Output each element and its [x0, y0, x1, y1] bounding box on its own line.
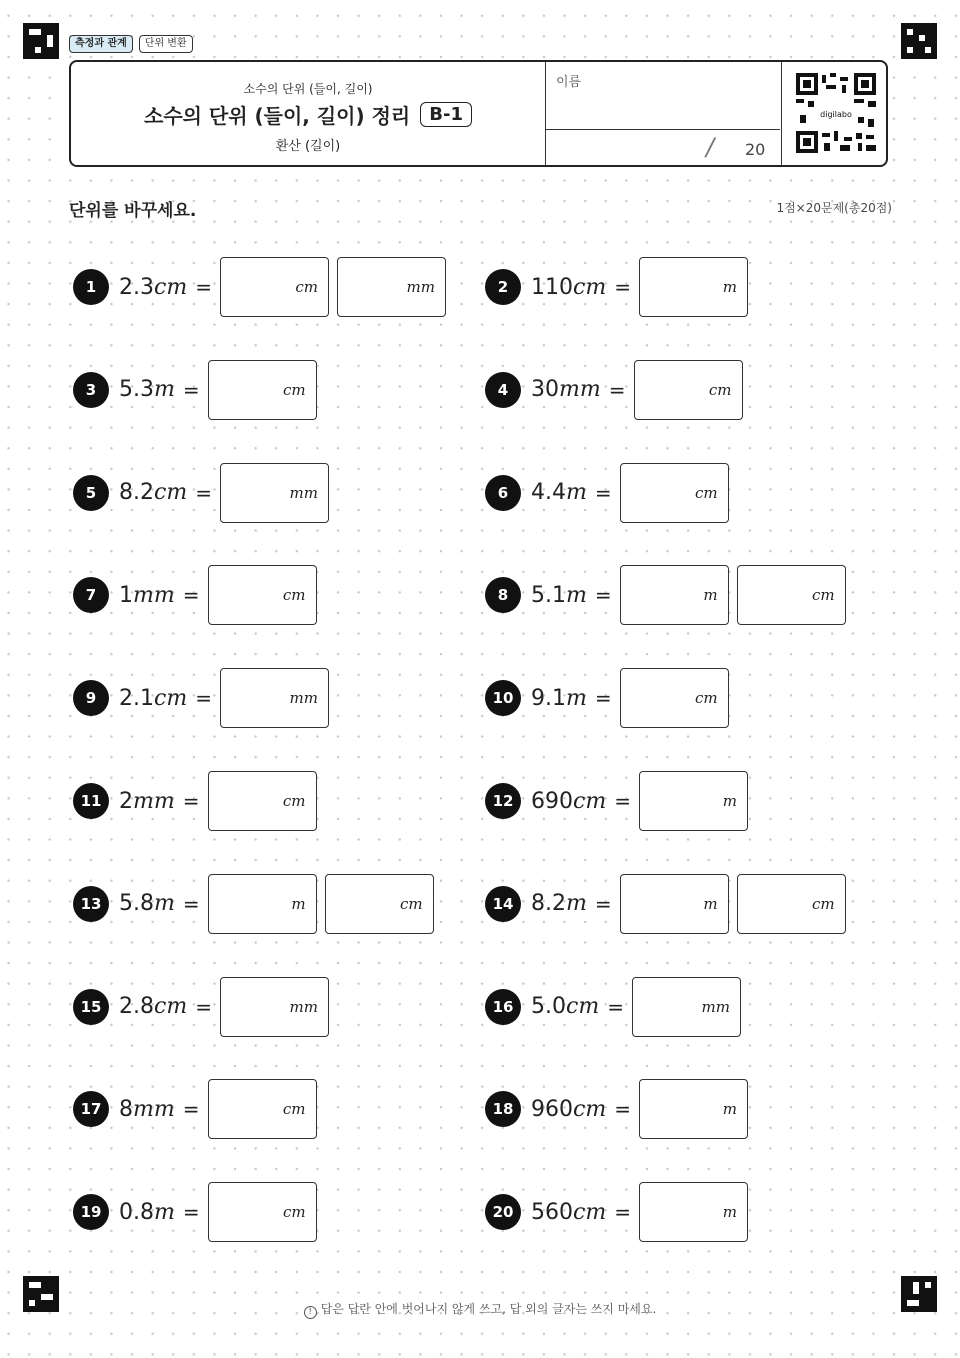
problem-unit: cm	[573, 274, 607, 300]
answer-box[interactable]	[208, 360, 317, 420]
warning-icon: !	[304, 1306, 317, 1319]
answer-unit-label: cm	[708, 380, 732, 399]
answer-box[interactable]	[620, 668, 729, 728]
equals-sign: =	[182, 891, 200, 916]
problem-value: 0.8	[119, 1199, 154, 1225]
answer-unit-label: m	[722, 278, 737, 296]
problem-value: 2	[119, 788, 133, 814]
problem-expression	[119, 891, 175, 916]
answer-unit-label: mm	[289, 997, 318, 1016]
answer-unit-label: m	[722, 1203, 737, 1222]
answer-unit-label: cm	[282, 792, 306, 810]
answer-box[interactable]	[634, 360, 743, 420]
problem-item	[485, 462, 737, 524]
equals-sign: =	[182, 1200, 200, 1225]
worksheet-subtitle: 소수의 단위 (들이, 길이)	[243, 82, 373, 96]
answer-box[interactable]	[639, 771, 748, 831]
answer-box[interactable]	[639, 1182, 748, 1242]
answer-unit-label: cm	[695, 483, 718, 502]
answer-box[interactable]	[208, 874, 317, 934]
problem-value: 8.2	[531, 891, 566, 917]
problem-value: 5.1	[531, 582, 566, 608]
qr-brand-text: digilabo	[820, 110, 852, 119]
problem-item	[73, 564, 325, 626]
problem-unit: cm	[154, 274, 188, 300]
answer-box[interactable]	[208, 1079, 317, 1139]
problem-value: 2.1	[119, 685, 154, 711]
problem-expression	[531, 994, 599, 1019]
problem-unit: m	[566, 891, 587, 917]
equals-sign: =	[614, 789, 631, 813]
problem-unit: m	[154, 1199, 175, 1225]
equals-sign: =	[594, 891, 612, 916]
answer-box[interactable]	[620, 874, 729, 934]
problem-expression	[119, 583, 175, 608]
problem-number: 5	[73, 475, 109, 511]
problem-item	[73, 667, 337, 729]
qr-code-icon	[796, 73, 876, 153]
problem-expression	[119, 686, 187, 711]
score-total: 20	[745, 140, 766, 159]
corner-marker-top-right	[901, 23, 937, 59]
problem-item	[485, 256, 756, 318]
answer-unit-label: cm	[695, 689, 718, 708]
answer-box[interactable]	[337, 257, 446, 317]
problem-expression	[531, 275, 606, 300]
equals-sign: =	[594, 583, 612, 608]
worksheet-title: 소수의 단위 (들이, 길이) 정리	[144, 104, 411, 128]
problem-value: 2.3	[119, 274, 154, 300]
equals-sign: =	[608, 377, 626, 402]
problem-value: 2.8	[119, 994, 154, 1020]
equals-sign: =	[614, 1097, 631, 1122]
equals-sign: =	[594, 480, 612, 505]
problem-item	[485, 976, 749, 1038]
answer-box[interactable]	[208, 771, 317, 831]
problem-item	[73, 1181, 325, 1243]
answer-box[interactable]	[639, 1079, 748, 1139]
problem-expression	[531, 686, 587, 711]
answer-box[interactable]	[620, 565, 729, 625]
answer-unit-label: mm	[289, 689, 318, 708]
problem-value: 690	[531, 788, 573, 814]
answer-unit-label: cm	[295, 278, 318, 296]
problem-item	[485, 770, 756, 832]
problem-unit: m	[566, 582, 587, 608]
problem-item	[485, 1078, 756, 1140]
problem-item	[73, 256, 454, 318]
score-slash: /	[706, 133, 715, 161]
problem-expression	[531, 480, 587, 505]
problem-value: 960	[531, 1096, 573, 1122]
problem-number: 18	[485, 1091, 521, 1127]
answer-box[interactable]	[220, 463, 329, 523]
equals-sign: =	[594, 686, 612, 711]
problem-unit: mm	[133, 582, 175, 608]
footer-note	[0, 1300, 960, 1319]
subcategory-tag: 단위 변환	[139, 35, 193, 53]
points-note: 1점×20문제(총20점)	[776, 201, 892, 215]
answer-unit-label: mm	[701, 997, 730, 1016]
answer-unit-label: m	[703, 894, 718, 913]
category-tags	[69, 35, 193, 53]
problem-number: 8	[485, 577, 521, 613]
problem-unit: cm	[154, 480, 188, 506]
answer-box[interactable]	[208, 565, 317, 625]
answer-unit-label: cm	[282, 1100, 306, 1119]
problem-expression	[531, 583, 587, 608]
equals-sign: =	[614, 275, 631, 299]
equals-sign: =	[195, 480, 212, 505]
problem-unit: cm	[573, 1199, 607, 1225]
answer-unit-label: m	[722, 792, 737, 810]
answer-unit-label: m	[291, 894, 306, 913]
problem-expression	[119, 1200, 175, 1225]
problem-value: 5.8	[119, 891, 154, 917]
equals-sign: =	[607, 994, 624, 1019]
problem-expression	[531, 891, 587, 916]
answer-box[interactable]	[220, 257, 329, 317]
problem-number: 12	[485, 783, 521, 819]
problem-number: 4	[485, 372, 521, 408]
answer-unit-label: cm	[283, 380, 306, 399]
name-field[interactable]	[546, 62, 780, 130]
problem-number: 17	[73, 1091, 109, 1127]
problem-value: 30	[531, 377, 559, 403]
score-field[interactable]	[546, 129, 780, 165]
problem-expression	[531, 789, 606, 814]
problem-unit: cm	[573, 1096, 607, 1122]
problem-item	[485, 667, 737, 729]
problem-value: 8	[119, 1096, 133, 1122]
answer-box[interactable]	[325, 874, 434, 934]
title-block	[71, 62, 546, 165]
problem-number: 3	[73, 372, 109, 408]
problem-number: 6	[485, 475, 521, 511]
problem-item	[485, 359, 751, 421]
worksheet-topic: 환산 (길이)	[275, 139, 341, 154]
problem-item	[485, 873, 854, 935]
problem-expression	[119, 275, 187, 300]
answer-unit-label: cm	[812, 894, 835, 913]
answer-unit-label: m	[703, 586, 718, 605]
name-label: 이름	[556, 75, 582, 90]
problem-unit: cm	[154, 994, 188, 1020]
problem-expression	[531, 1200, 606, 1225]
problem-item	[73, 873, 442, 935]
worksheet-title-row	[71, 100, 545, 129]
problem-item	[73, 1078, 325, 1140]
problem-expression	[119, 994, 187, 1019]
problem-item	[73, 770, 325, 832]
problem-number: 2	[485, 269, 521, 305]
answer-box[interactable]	[639, 257, 748, 317]
problem-value: 1	[119, 582, 133, 608]
equals-sign: =	[182, 583, 200, 608]
problem-value: 5.3	[119, 377, 154, 403]
problem-expression	[119, 789, 175, 814]
answer-unit-label: cm	[812, 586, 835, 605]
problem-item	[73, 359, 325, 421]
equals-sign: =	[182, 1097, 200, 1122]
answer-box[interactable]	[220, 977, 329, 1037]
problem-unit: m	[566, 480, 587, 506]
problem-number: 10	[485, 680, 521, 716]
problem-number: 7	[73, 577, 109, 613]
problem-unit: mm	[559, 377, 601, 403]
problem-item	[485, 564, 854, 626]
category-tag: 측정과 관계	[69, 35, 133, 53]
answer-box[interactable]	[208, 1182, 317, 1242]
problem-item	[73, 976, 337, 1038]
problem-unit: m	[154, 891, 175, 917]
answer-unit-label: m	[722, 1100, 737, 1119]
problem-number: 11	[73, 783, 109, 819]
problem-number: 14	[485, 886, 521, 922]
answer-unit-label: cm	[400, 894, 423, 913]
problem-number: 20	[485, 1194, 521, 1230]
answer-unit-label: mm	[406, 278, 435, 296]
answer-box[interactable]	[737, 565, 846, 625]
problem-unit: mm	[133, 1096, 175, 1122]
footer-text: 답은 답란 안에 벗어나지 않게 쓰고, 답 외의 글자는 쓰지 마세요.	[320, 1302, 657, 1316]
problem-expression	[531, 1097, 606, 1122]
problem-value: 5.0	[531, 994, 566, 1020]
corner-marker-top-left	[23, 23, 59, 59]
answer-unit-label: mm	[289, 483, 318, 502]
equals-sign: =	[195, 994, 212, 1019]
problem-value: 9.1	[531, 685, 566, 711]
problem-number: 19	[73, 1194, 109, 1230]
problem-unit: m	[566, 685, 587, 711]
worksheet-code: B-1	[420, 102, 472, 127]
problem-value: 8.2	[119, 480, 154, 506]
problem-value: 4.4	[531, 480, 566, 506]
problem-item	[485, 1181, 756, 1243]
equals-sign: =	[182, 789, 200, 813]
worksheet-header	[69, 60, 888, 167]
problem-expression	[119, 377, 175, 402]
answer-box[interactable]	[632, 977, 741, 1037]
answer-box[interactable]	[220, 668, 329, 728]
problem-item	[73, 462, 337, 524]
equals-sign: =	[195, 275, 212, 299]
equals-sign: =	[614, 1200, 631, 1225]
equals-sign: =	[195, 686, 212, 711]
answer-box[interactable]	[620, 463, 729, 523]
problem-expression	[531, 377, 601, 402]
equals-sign: =	[182, 377, 200, 402]
problem-value: 110	[531, 274, 573, 300]
problem-number: 13	[73, 886, 109, 922]
problem-expression	[119, 480, 187, 505]
problem-unit: m	[154, 377, 175, 403]
problem-unit: cm	[154, 685, 188, 711]
answer-box[interactable]	[737, 874, 846, 934]
qr-block	[781, 62, 887, 165]
problem-unit: cm	[573, 788, 607, 814]
answer-unit-label: cm	[283, 1203, 306, 1222]
problem-expression	[119, 1097, 175, 1122]
problem-number: 1	[73, 269, 109, 305]
problem-unit: mm	[133, 788, 175, 814]
answer-unit-label: cm	[282, 586, 306, 605]
instruction: 단위를 바꾸세요.	[69, 201, 197, 221]
problem-number: 9	[73, 680, 109, 716]
problem-value: 560	[531, 1199, 573, 1225]
problem-unit: cm	[566, 994, 600, 1020]
problem-number: 15	[73, 989, 109, 1025]
problem-number: 16	[485, 989, 521, 1025]
